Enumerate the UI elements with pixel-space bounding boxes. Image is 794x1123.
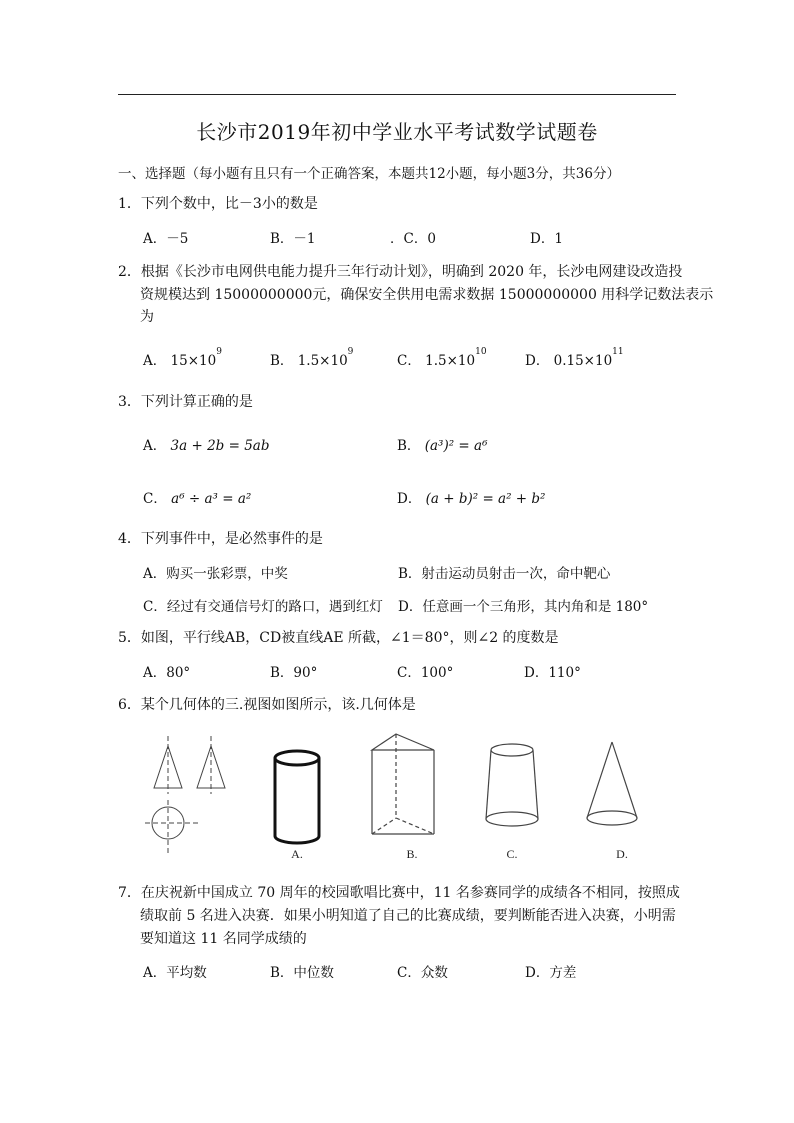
q6-figure [140, 728, 660, 868]
q7-stem-line2: 绩取前 5 名进入决赛．如果小明知道了自己的比赛成绩，要判断能否进入决赛，小明需 [140, 908, 676, 924]
option-b-prism [372, 734, 434, 834]
q3-option-d: D． (a + b)² = a² + b² [397, 491, 546, 507]
option-c-frustum [486, 744, 538, 826]
q5-option-a: A．80° [143, 665, 191, 681]
q3-option-c: C． a⁶ ÷ a³ = a² [143, 491, 252, 507]
q2-option-c: C． $1.5\times 10^{10}$ [397, 347, 487, 369]
q7-stem-line3: 要知道这 11 名同学成绩的 [140, 931, 307, 947]
option-c-label: C. [506, 847, 518, 861]
page-title: 长沙市2019年初中学业水平考试数学试题卷 [196, 120, 598, 144]
q2-stem-line3: 为 [140, 309, 154, 325]
q4-stem: 4．下列事件中，是必然事件的是 [118, 531, 323, 547]
q1-option-b: B．－1 [270, 231, 316, 247]
q7-option-d: D．方差 [525, 965, 577, 981]
q2-stem-line2: 资规模达到 15000000000元，确保安全供用电需求数据 15000000000 用科学记数法表示 [140, 287, 714, 303]
q5-option-c: C．100° [397, 665, 454, 681]
option-a-label: A. [291, 847, 303, 861]
q1-stem: 1．下列个数中，比－3小的数是 [118, 196, 318, 212]
q2-option-a: A． $15\times 10^9$ [143, 347, 222, 369]
option-a-cylinder [275, 751, 319, 843]
q4-option-b: B．射击运动员射击一次，命中靶心 [398, 566, 611, 582]
q2-option-b: B． $1.5\times 10^9$ [270, 347, 354, 369]
q1-option-d: D．1 [530, 231, 563, 247]
q5-option-b: B．90° [270, 665, 318, 681]
q3-option-b: B． (a³)² = a⁶ [397, 438, 488, 454]
q5-stem: 5．如图，平行线AB，CD被直线AE 所截，∠1＝80°，则∠2 的度数是 [118, 630, 559, 646]
option-d-cone [587, 742, 637, 825]
q4-option-c: C．经过有交通信号灯的路口，遇到红灯 [143, 599, 383, 615]
q2-stem-line1: 2．根据《长沙市电网供电能力提升三年行动计划》，明确到 2020 年，长沙电网建设改造投 [118, 264, 683, 280]
q5-option-d: D．110° [524, 665, 581, 681]
q3-stem: 3．下列计算正确的是 [118, 394, 253, 410]
q7-stem-line1: 7．在庆祝新中国成立 70 周年的校园歌唱比赛中，11 名参赛同学的成绩各不相同，按照成 [118, 885, 680, 901]
section-heading: 一、选择题（每小题有且只有一个正确答案，本题共12小题，每小题3分，共36分） [118, 166, 620, 182]
three-view-drawing [145, 736, 225, 853]
option-b-label: B. [406, 847, 418, 861]
q7-option-c: C．众数 [397, 965, 448, 981]
q3-option-a: A． 3a + 2b = 5ab [143, 438, 270, 454]
q4-option-a: A．购买一张彩票，中奖 [143, 566, 288, 582]
option-d-label: D. [616, 847, 628, 861]
q6-stem: 6．某个几何体的三.视图如图所示，该.几何体是 [118, 697, 416, 713]
q1-option-a: A．－5 [143, 231, 189, 247]
header-rule [118, 94, 676, 95]
q4-option-d: D．任意画一个三角形，其内角和是 180° [398, 599, 649, 615]
q1-option-c: ．C．0 [390, 231, 436, 247]
q2-option-d: D． $0.15\times 10^{11}$ [525, 347, 624, 369]
q7-option-a: A．平均数 [143, 965, 207, 981]
q7-option-b: B．中位数 [270, 965, 334, 981]
